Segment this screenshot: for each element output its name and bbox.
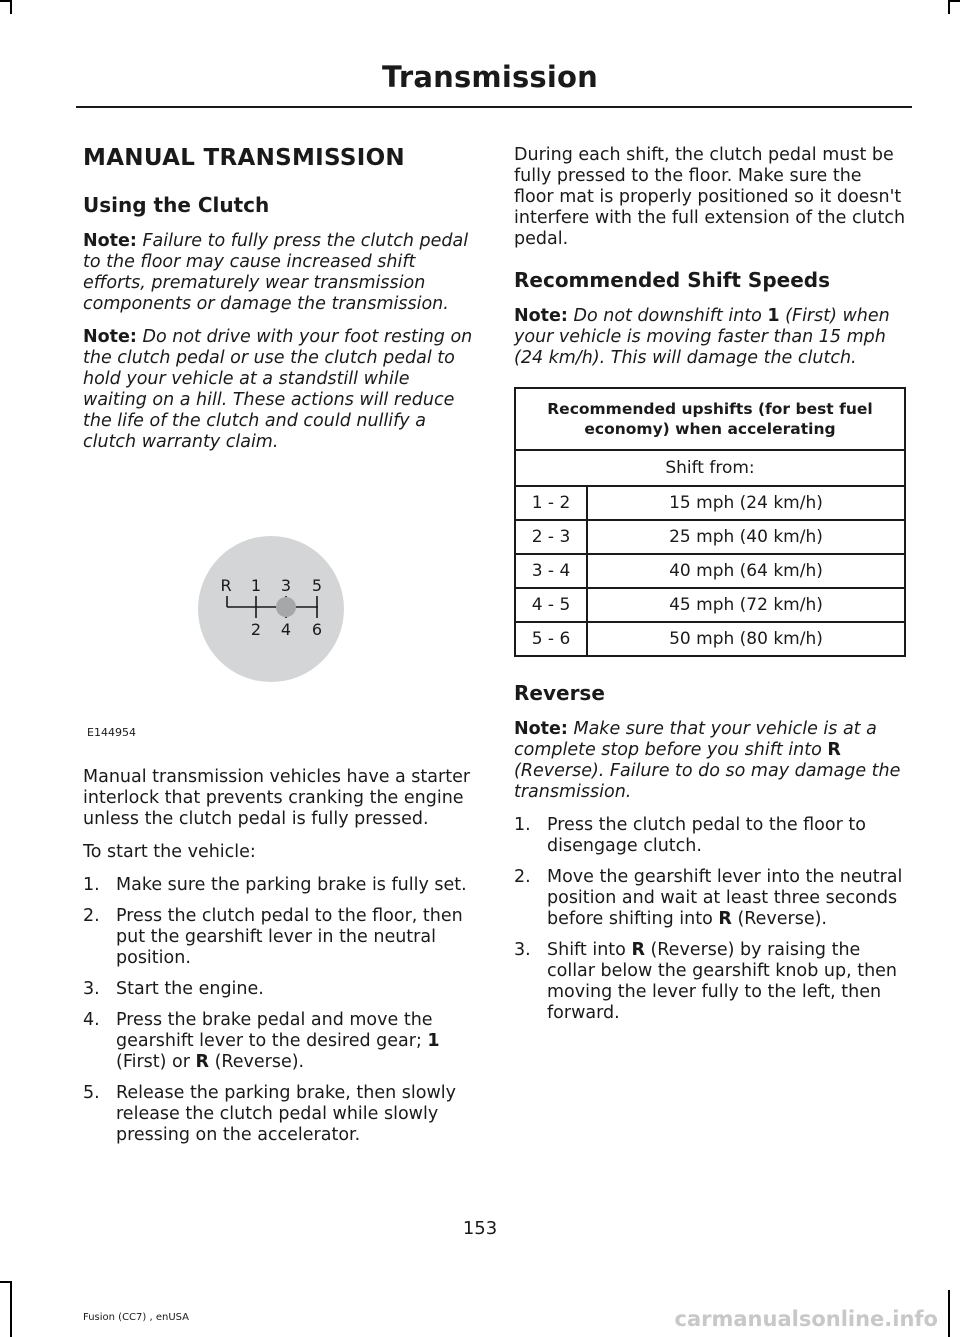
figure-label: E144954 [87, 726, 136, 739]
table-row: 2 - 3 25 mph (40 km/h) [515, 520, 905, 554]
start-steps-list [83, 875, 475, 1146]
gear-label: 6 [311, 620, 323, 639]
list-item: 1. Make sure the parking brake is fully set. [83, 875, 467, 895]
watermark: carmanualsonline.info [674, 1307, 938, 1331]
table-row: 5 - 6 50 mph (80 km/h) [515, 622, 905, 656]
gear-label: 1 [250, 576, 262, 595]
gear-label: 3 [280, 576, 292, 595]
paragraph: Manual transmission vehicles have a starter interlock that prevents cranking the engine unless the clutch pedal is fully pressed. [83, 767, 471, 829]
table-row: 4 - 5 45 mph (72 km/h) [515, 588, 905, 622]
crop-mark [10, 0, 12, 14]
note: Note: Do not downshift into 1 (First) when your vehicle is moving faster than 15 mph (24 km/h). This will damage the clutch. [514, 306, 890, 368]
paragraph: During each shift, the clutch pedal must be fully pressed to the floor. Make sure the floor mat is properly positioned so it doesn't interfere with the full extension of the clutch pedal. [514, 145, 906, 249]
paragraph: To start the vehicle: [83, 842, 256, 862]
crop-mark [10, 1281, 12, 1337]
list-item: 3. Start the engine. [83, 979, 264, 999]
page-number: 153 [462, 1218, 498, 1239]
list-item: 4. Press the brake pedal and move the gearshift lever to the desired gear; 1 (First) or R (Reverse). [83, 1010, 440, 1072]
header-divider [76, 106, 912, 108]
shift-pattern-figure [83, 479, 475, 745]
subsection-heading: Recommended Shift Speeds [514, 268, 830, 292]
list-item: 3. Shift into R (Reverse) by raising the collar below the gearshift knob up, then moving the lever fully to the left, then forward. [514, 940, 898, 1023]
section-heading: MANUAL TRANSMISSION [83, 145, 405, 171]
list-item: 2. Press the clutch pedal to the floor, then put the gearshift lever in the neutral position. [83, 906, 463, 968]
gear-label: R [220, 576, 232, 595]
page-title: Transmission [382, 60, 598, 94]
note: Note: Do not drive with your foot resting on the clutch pedal or use the clutch pedal to hold your vehicle at a standstill while waiting on a hill. These actions will reduce the life of the clutch and could nullify a clutch warranty claim. [83, 327, 473, 452]
crop-mark [950, 0, 960, 2]
list-item: 1. Press the clutch pedal to the floor to disengage clutch. [514, 815, 866, 856]
list-item: 2. Move the gearshift lever into the neutral position and wait at least three seconds before shifting into R (Reverse). [514, 867, 903, 929]
table-row: 3 - 4 40 mph (64 km/h) [515, 554, 905, 588]
left-column [83, 145, 475, 1156]
subsection-heading: Using the Clutch [83, 193, 270, 217]
gearshift-pattern-icon [83, 479, 475, 745]
crop-mark [948, 1290, 950, 1337]
reverse-steps-list [514, 815, 906, 1024]
shift-speeds-table [514, 387, 906, 657]
table-subheader: Shift from: [515, 450, 905, 486]
right-column [514, 145, 906, 1034]
gear-label: 5 [311, 576, 323, 595]
gear-label: 2 [250, 620, 262, 639]
note: Note: Failure to fully press the clutch pedal to the floor may cause increased shift efforts, prematurely wear transmission components or damage the transmission. [83, 231, 469, 314]
table-row: 1 - 2 15 mph (24 km/h) [515, 486, 905, 520]
list-item: 5. Release the parking brake, then slowly release the clutch pedal while slowly pressing on the accelerator. [83, 1083, 457, 1145]
document-id: Fusion (CC7) , enUSA [83, 1312, 190, 1323]
crop-mark [0, 0, 10, 2]
subsection-heading: Reverse [514, 681, 605, 705]
gear-label: 4 [280, 620, 292, 639]
table-header: Recommended upshifts (for best fuel economy) when accelerating [515, 388, 905, 450]
note: Note: Make sure that your vehicle is at a complete stop before you shift into R (Reverse). Failure to do so may damage the transmission. [514, 719, 901, 802]
crop-mark [948, 0, 950, 14]
